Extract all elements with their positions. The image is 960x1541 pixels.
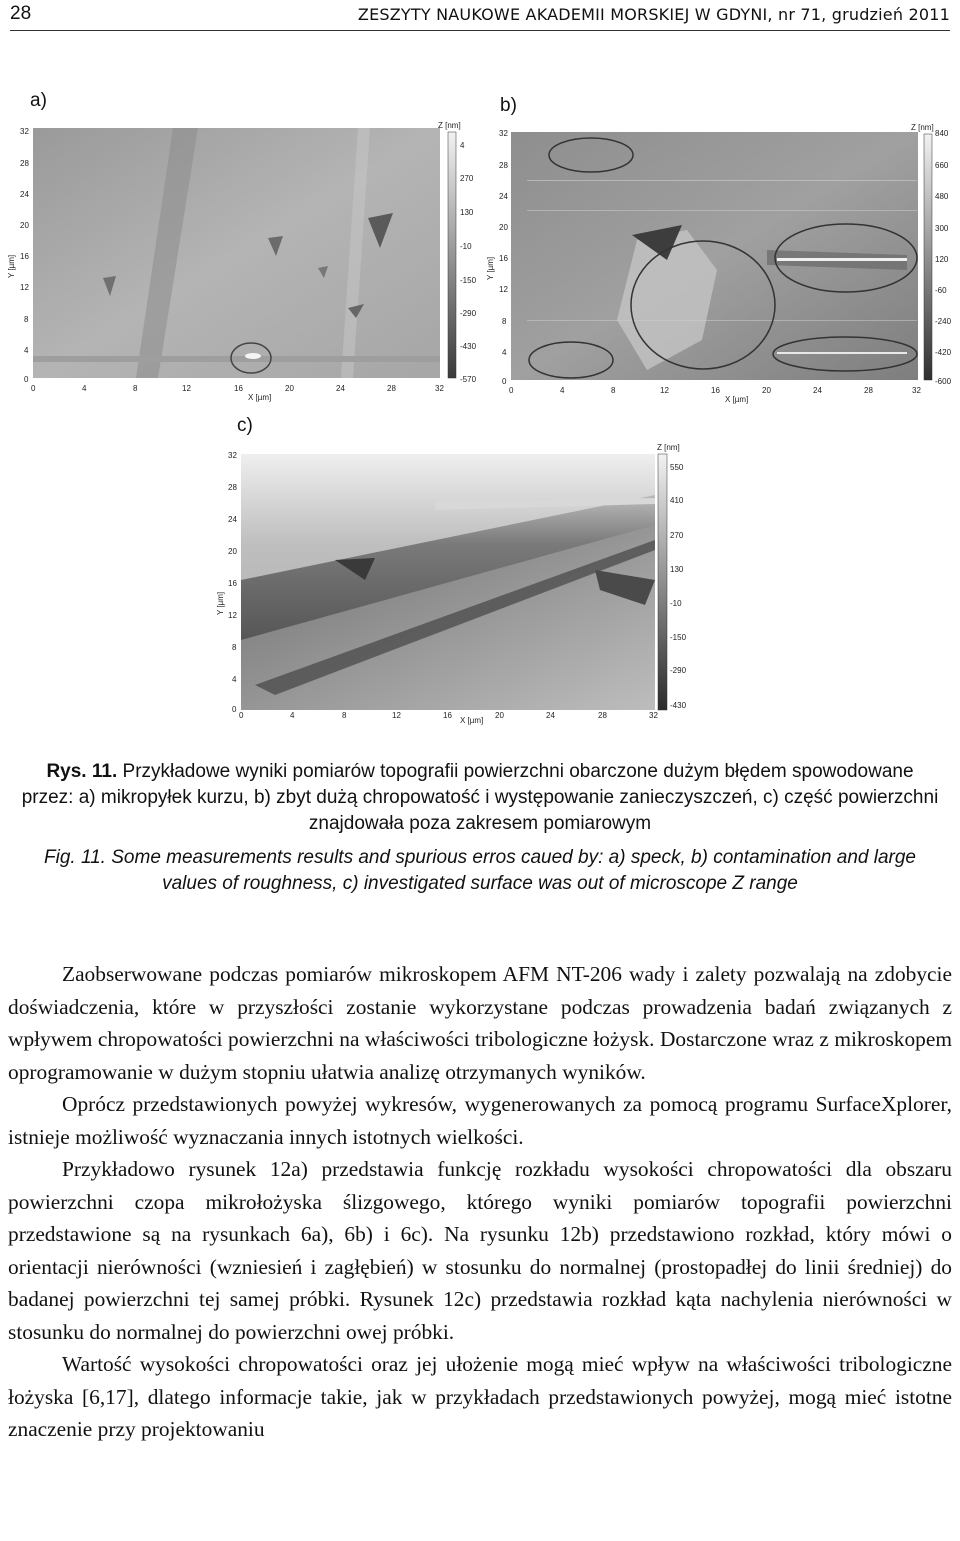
x-tick: 0: [509, 386, 514, 395]
z-tick: 130: [460, 208, 474, 217]
x-tick: 24: [336, 384, 345, 393]
z-tick: -570: [460, 375, 477, 384]
caption-text: Some measurements results and spurious erros caued by: a) speck, b) contamination and large values of roughness, c) investigated surface was out of microscope Z range: [111, 847, 916, 894]
z-tick: 550: [670, 463, 684, 472]
z-tick: -60: [935, 286, 947, 295]
z-tick: -150: [670, 633, 687, 642]
x-axis-title: X [µm]: [248, 393, 272, 402]
z-tick: -600: [935, 377, 952, 386]
z-tick: 660: [935, 161, 949, 170]
x-axis-title: X [µm]: [725, 395, 749, 404]
x-tick: 28: [864, 386, 873, 395]
z-tick: -430: [460, 342, 477, 351]
y-tick: 8: [24, 315, 29, 324]
x-tick: 8: [342, 711, 347, 720]
paragraph: Przykładowo rysunek 12a) przedstawia funkcję rozkładu wysokości chropowatości dla obszaru powierzchni czopa mikrołożyska ślizgowego, którego wyniki pomiarów topografii powierzchni przedstawione są na rysunkach 6a), 6b) i 6c). Na rysunku 12b) przedstawiono rozkład, który mówi o orientacji nierówności (wzniesień i zagłębień) w stosunku do normalnej (prostopadłej do linii średniej) do badanej powierzchni tej samej próbki. Rysunek 12c) przedstawia rozkład kąta nachylenia nierówności w stosunku do normalnej do powierzchni owej próbki.: [8, 1157, 952, 1344]
x-tick: 4: [82, 384, 87, 393]
z-tick: 270: [670, 531, 684, 540]
x-tick: 8: [611, 386, 616, 395]
y-tick: 4: [24, 346, 29, 355]
x-tick: 12: [182, 384, 191, 393]
y-axis-title: Y [µm]: [486, 256, 495, 280]
z-tick: -150: [460, 276, 477, 285]
panel-label-c: c): [237, 415, 253, 436]
y-tick: 4: [502, 348, 507, 357]
z-scale-bar: [658, 454, 667, 710]
y-tick: 0: [232, 705, 237, 714]
x-tick: 20: [285, 384, 294, 393]
panel-label-a: a): [30, 90, 47, 111]
paragraph: Zaobserwowane podczas pomiarów mikroskopem AFM NT-206 wady i zalety pozwalają na zdobycie doświadczenia, które w przyszłości zostanie wykorzystane podczas prowadzenia badań związanych z wpływem chropowatości powierzchni na właściwości tribologiczne łożysk. Dostarczone wraz z mikroskopem oprogramowanie w dużym stopniu ułatwia analizę otrzymanych wyników.: [8, 962, 952, 1084]
z-tick: 300: [935, 224, 949, 233]
figure-caption-polish: [20, 759, 940, 837]
y-tick: 16: [499, 254, 508, 263]
y-tick: 24: [228, 515, 237, 524]
image-area: [241, 454, 655, 710]
y-tick: 0: [502, 377, 507, 386]
z-tick: -430: [670, 701, 687, 710]
x-tick: 16: [443, 711, 452, 720]
afm-image-c-svg: [215, 440, 690, 724]
afm-image-b-svg: [487, 120, 953, 405]
image-area: [511, 132, 918, 380]
x-tick: 4: [560, 386, 565, 395]
y-tick: 12: [20, 283, 29, 292]
x-tick: 32: [435, 384, 444, 393]
afm-image-a-svg: [7, 118, 477, 403]
y-tick: 32: [228, 451, 237, 460]
z-axis-title: Z [nm]: [657, 443, 680, 452]
x-tick: 28: [387, 384, 396, 393]
y-tick: 32: [20, 127, 29, 136]
y-axis-title: Y [µm]: [216, 591, 225, 615]
x-tick: 16: [234, 384, 243, 393]
z-tick: -420: [935, 348, 952, 357]
x-axis-title: X [µm]: [460, 716, 484, 725]
y-axis-title: Y [µm]: [7, 254, 16, 278]
caption-text: Przykładowe wyniki pomiarów topografii powierzchni obarczone dużym błędem spowodowane przez: a) mikropyłek kurzu, b) zbyt dużą chropowatość i występowanie zanieczyszczeń, c) część powierzchni znajdowała poza zakresem pomiarowym: [21, 761, 939, 834]
z-tick: -10: [670, 599, 682, 608]
z-axis-title: Z [nm]: [438, 121, 461, 130]
y-tick: 28: [499, 161, 508, 170]
panel-label-b: b): [500, 95, 517, 116]
z-scale-bar: [924, 134, 932, 380]
y-tick: 16: [20, 252, 29, 261]
x-tick: 20: [495, 711, 504, 720]
journal-title: ZESZYTY NAUKOWE AKADEMII MORSKIEJ W GDYNI, nr 71, grudzień 2011: [357, 5, 950, 24]
z-tick: 480: [935, 192, 949, 201]
paragraph: Wartość wysokości chropowatości oraz jej ułożenie mogą mieć wpływ na właściwości tribologiczne łożyska [6,17], dlatego informacje takie, jak w przykładach przedstawionych powyżej, mogą mieć istotne znaczenie przy projektowaniu: [8, 1352, 952, 1441]
y-tick: 20: [20, 221, 29, 230]
x-tick: 4: [290, 711, 295, 720]
y-tick: 24: [499, 192, 508, 201]
z-tick: 270: [460, 174, 474, 183]
paragraph: Oprócz przedstawionych powyżej wykresów, wygenerowanych za pomocą programu SurfaceXplorer, istnieje możliwość wyznaczania innych istotnych wielkości.: [8, 1092, 952, 1149]
y-tick: 12: [228, 611, 237, 620]
z-tick: -290: [670, 666, 687, 675]
x-tick: 28: [598, 711, 607, 720]
y-tick: 20: [499, 223, 508, 232]
z-tick: 120: [935, 255, 949, 264]
afm-image-c: [215, 440, 690, 724]
z-tick: 130: [670, 565, 684, 574]
y-tick: 28: [228, 483, 237, 492]
x-tick: 12: [392, 711, 401, 720]
z-tick: 410: [670, 496, 684, 505]
body-text: [8, 958, 952, 1446]
afm-image-a: [7, 118, 477, 403]
y-tick: 20: [228, 547, 237, 556]
y-tick: 4: [232, 675, 237, 684]
y-tick: 8: [232, 643, 237, 652]
x-tick: 0: [239, 711, 244, 720]
y-tick: 12: [499, 285, 508, 294]
y-tick: 8: [502, 317, 507, 326]
x-tick: 20: [762, 386, 771, 395]
z-tick: 4: [460, 141, 465, 150]
afm-image-b: [487, 120, 953, 405]
x-tick: 16: [711, 386, 720, 395]
y-tick: 28: [20, 159, 29, 168]
caption-label: Fig. 11.: [44, 847, 106, 868]
x-tick: 24: [546, 711, 555, 720]
x-tick: 12: [660, 386, 669, 395]
figure-caption-english: [20, 845, 940, 897]
x-tick: 32: [649, 711, 658, 720]
x-tick: 8: [133, 384, 138, 393]
caption-label: Rys. 11.: [46, 761, 118, 782]
z-axis-title: Z [nm]: [911, 123, 934, 132]
y-tick: 32: [499, 129, 508, 138]
image-area: [33, 128, 440, 378]
x-tick: 32: [912, 386, 921, 395]
z-tick: -290: [460, 309, 477, 318]
y-tick: 16: [228, 579, 237, 588]
page-number: 28: [10, 3, 32, 24]
y-tick: 0: [24, 375, 29, 384]
x-tick: 24: [813, 386, 822, 395]
z-tick: 840: [935, 129, 949, 138]
page-header: [10, 0, 950, 31]
y-tick: 24: [20, 190, 29, 199]
x-tick: 0: [31, 384, 36, 393]
z-tick: -10: [460, 242, 472, 251]
z-scale-bar: [448, 132, 456, 378]
z-tick: -240: [935, 317, 952, 326]
